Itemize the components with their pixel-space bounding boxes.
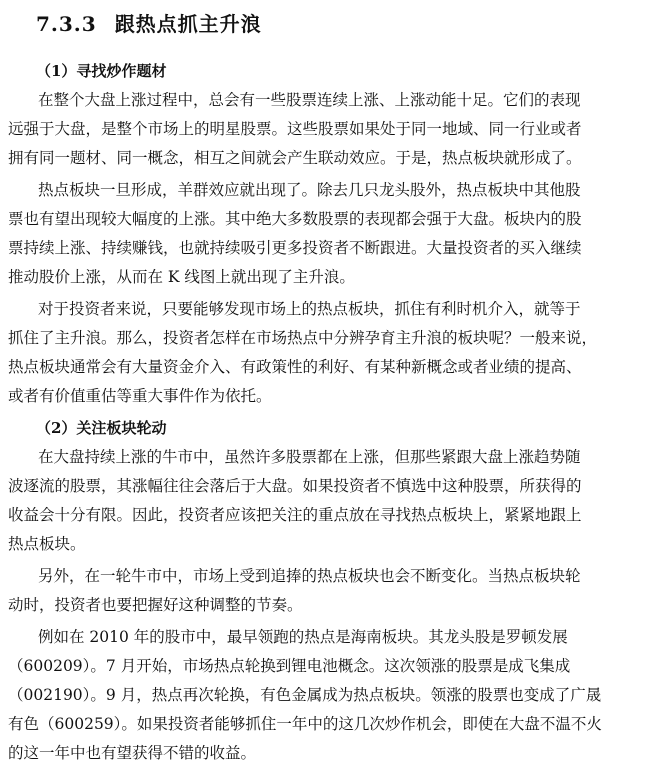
text-line: 另外，在一轮牛市中，市场上受到追捧的热点板块也会不断变化。当热点板块轮 (38, 567, 581, 585)
text-line: 推动股价上涨，从而在 K 线图上就出现了主升浪。 (8, 268, 355, 286)
text-line: 热点板块一旦形成，羊群效应就出现了。除去几只龙头股外，热点板块中其他股 (38, 181, 581, 199)
section-title (36, 6, 643, 42)
text-line: 票也有望出现较大幅度的上涨。其中绝大多数股票的表现都会强于大盘。板块内的股 (8, 210, 582, 228)
text-line: 在大盘持续上涨的牛市中，虽然许多股票都在上涨，但那些紧跟大盘上涨趋势随 (38, 448, 581, 466)
paragraph-2-3 (8, 623, 643, 768)
section-title-text: 跟热点抓主升浪 (114, 12, 262, 36)
text-line: 或者有价值重估等重大事件作为依托。 (8, 387, 272, 405)
text-line: （002190）。9 月，热点再次轮换，有色金属成为热点板块。领涨的股票也变成了广晟 (8, 686, 602, 704)
text-line: （600209）。7 月开始，市场热点轮换到锂电池概念。这次领涨的股票是成飞集成 (8, 657, 571, 675)
text-line: 热点板块通常会有大量资金介入、有政策性的利好、有某种新概念或者业绩的提高、 (8, 358, 582, 376)
text-line: 热点板块。 (8, 535, 86, 553)
text-line: 例如在 2010 年的股市中，最早领跑的热点是海南板块。其龙头股是罗顿发展 (38, 628, 568, 646)
section-number: 7.3.3 (36, 12, 97, 36)
paragraph-1-3 (8, 295, 643, 411)
paragraph-1-1 (8, 86, 643, 173)
paragraph-1-2 (8, 176, 643, 292)
text-line: 拥有同一题材、同一概念，相互之间就会产生联动效应。于是，热点板块就形成了。 (8, 149, 582, 167)
text-line: 对于投资者来说，只要能够发现市场上的热点板块，抓住有利时机介入，就等于 (38, 300, 581, 318)
text-line: 抓住了主升浪。那么，投资者怎样在市场热点中分辨孕育主升浪的板块呢？一般来说， (8, 329, 598, 347)
paragraph-2-2 (8, 562, 643, 620)
subheading-2: （2）关注板块轮动 (36, 419, 167, 437)
subheading-1: （1）寻找炒作题材 (36, 62, 167, 80)
text-line: 在整个大盘上涨过程中，总会有一些股票连续上涨、上涨动能十足。它们的表现 (38, 91, 581, 109)
paragraph-2-1 (8, 443, 643, 559)
text-line: 的这一年中也有望获得不错的收益。 (8, 744, 257, 762)
text-line: 波逐流的股票，其涨幅往往会落后于大盘。如果投资者不慎选中这种股票，所获得的 (8, 477, 582, 495)
text-line: 远强于大盘，是整个市场上的明星股票。这些股票如果处于同一地域、同一行业或者 (8, 120, 582, 138)
text-line: 收益会十分有限。因此，投资者应该把关注的重点放在寻找热点板块上，紧紧地跟上 (8, 506, 582, 524)
text-line: 票持续上涨、持续赚钱，也就持续吸引更多投资者不断跟进。大量投资者的买入继续 (8, 239, 582, 257)
text-line: 有色（600259）。如果投资者能够抓住一年中的这几次炒作机会，即使在大盘不温不火 (8, 715, 602, 733)
text-line: 动时，投资者也要把握好这种调整的节奏。 (8, 596, 303, 614)
